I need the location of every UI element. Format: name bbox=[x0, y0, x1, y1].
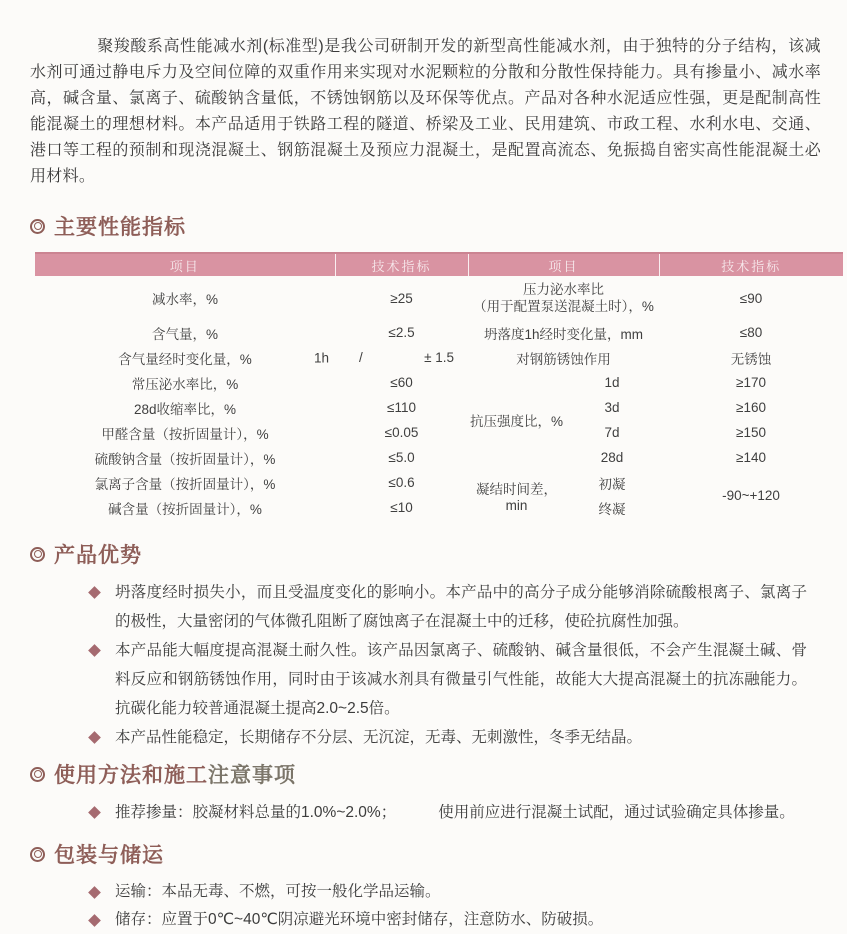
list-item bbox=[30, 578, 821, 636]
performance-title-text: 主要性能指标 bbox=[54, 216, 186, 239]
diamond-bullet-icon bbox=[88, 586, 101, 599]
diamond-bullet-icon bbox=[88, 644, 101, 657]
advantages-list bbox=[30, 578, 821, 752]
air-content-change-label: 含气量经时变化量，% bbox=[118, 351, 252, 367]
item-cell: 减水率，% bbox=[151, 292, 218, 307]
setting-time-label-cell: 凝结时间差，min bbox=[476, 481, 557, 513]
diamond-bullet-icon bbox=[88, 806, 101, 819]
list-item bbox=[30, 906, 821, 934]
value-cell: ≥170 bbox=[736, 375, 766, 390]
value-cell: ≤90 bbox=[739, 290, 763, 306]
value-cell: ≤0.05 bbox=[384, 425, 419, 440]
item-cell: 对钢筋锈蚀作用 bbox=[516, 351, 611, 367]
diamond-bullet-icon bbox=[88, 886, 101, 899]
header-item-left: 项目 bbox=[35, 253, 335, 276]
usage-title-main: 使用方法和施工 bbox=[54, 764, 208, 787]
list-item bbox=[30, 878, 821, 906]
strength-label-cell: 抗压强度比，% bbox=[469, 414, 563, 429]
bullseye-icon bbox=[30, 847, 45, 862]
air-content-change-age: 1h bbox=[313, 350, 329, 365]
spacer bbox=[396, 798, 438, 827]
item-cell bbox=[468, 276, 659, 320]
packing-list bbox=[30, 878, 821, 934]
storage-text: 储存：应置于0℃~40℃阴凉避光环境中密封储存，注意防水、防破损。 bbox=[115, 911, 604, 928]
table-row bbox=[35, 420, 843, 445]
value-cell: 无锈蚀 bbox=[730, 351, 772, 367]
value-cell: -90~+120 bbox=[722, 487, 780, 503]
item-cell bbox=[35, 345, 335, 370]
value-cell: ≤60 bbox=[390, 375, 413, 390]
value-cell: ≥150 bbox=[736, 425, 766, 440]
age-cell: 1d bbox=[604, 375, 620, 390]
setting-final-cell: 终凝 bbox=[598, 501, 626, 517]
section-title-packing bbox=[30, 839, 821, 869]
table-row bbox=[35, 395, 843, 420]
value-cell: ≤80 bbox=[739, 325, 763, 340]
transport-text: 运输：本品无毒、不燃，可按一般化学品运输。 bbox=[115, 883, 441, 900]
item-cell: 含气量，% bbox=[151, 326, 218, 342]
value-cell: ≤110 bbox=[387, 400, 416, 415]
bullseye-icon bbox=[30, 547, 45, 562]
value-cell: ≤2.5 bbox=[388, 325, 415, 340]
packing-title-text: 包装与储运 bbox=[54, 844, 164, 867]
item-cell: 28d收缩率比，% bbox=[133, 401, 237, 417]
value-cell: ≤5.0 bbox=[388, 450, 415, 465]
usage-trial-text: 使用前应进行混凝土试配，通过试验确定具体掺量。 bbox=[438, 804, 795, 821]
air-content-slash: / bbox=[359, 350, 363, 365]
table-row bbox=[35, 470, 843, 495]
setting-initial-cell: 初凝 bbox=[598, 476, 626, 492]
header-spec-left: 技术指标 bbox=[335, 253, 468, 276]
table-header bbox=[35, 253, 843, 276]
age-cell: 28d bbox=[600, 450, 624, 465]
bullseye-icon bbox=[30, 219, 45, 234]
value-cell: ≤10 bbox=[390, 500, 413, 515]
bullseye-icon bbox=[30, 767, 45, 782]
diamond-bullet-icon bbox=[88, 731, 101, 744]
header-item-right: 项目 bbox=[468, 253, 659, 276]
diamond-bullet-icon bbox=[88, 914, 101, 927]
air-content-value: ± 1.5 bbox=[424, 350, 454, 365]
value-cell: ≥160 bbox=[736, 400, 766, 415]
table-row bbox=[35, 370, 843, 395]
item-cell: 碱含量（按折固量计），% bbox=[108, 501, 262, 517]
age-cell: 7d bbox=[604, 425, 620, 440]
usage-dosage-text: 推荐掺量：胶凝材料总量的1.0%~2.0%； bbox=[115, 804, 397, 821]
age-cell: 3d bbox=[604, 400, 620, 415]
list-item bbox=[30, 798, 821, 827]
value-cell: ≤0.6 bbox=[388, 475, 415, 490]
item-cell: 氯离子含量（按折固量计），% bbox=[94, 476, 276, 492]
item-cell: 甲醛含量（按折固量计），% bbox=[101, 426, 269, 442]
section-title-advantages bbox=[30, 539, 821, 569]
table-row bbox=[35, 445, 843, 470]
value-cell bbox=[335, 345, 468, 370]
advantage-text: 本产品性能稳定，长期储存不分层、无沉淀，无毒、无刺激性，冬季无结晶。 bbox=[115, 729, 643, 746]
value-cell: ≥25 bbox=[390, 290, 413, 306]
usage-list bbox=[30, 798, 821, 827]
list-item bbox=[30, 636, 821, 723]
section-title-usage bbox=[30, 759, 821, 789]
item-cell: 硫酸钠含量（按折固量计），% bbox=[94, 451, 276, 467]
table-row bbox=[35, 320, 843, 345]
performance-table bbox=[35, 252, 843, 520]
item-cell: 坍落度1h经时变化量，mm bbox=[484, 326, 644, 342]
list-item bbox=[30, 723, 821, 752]
advantages-title-text: 产品优势 bbox=[54, 544, 142, 567]
table-row bbox=[35, 345, 843, 370]
pressure-bleeding-line1: 压力泌水率比 bbox=[523, 282, 604, 297]
usage-title-tail: 注意事项 bbox=[208, 764, 296, 787]
item-cell: 常压泌水率比，% bbox=[131, 376, 239, 392]
section-title-performance bbox=[30, 211, 821, 241]
pressure-bleeding-line2: （用于配置泵送混凝土时），% bbox=[473, 299, 654, 314]
header-spec-right: 技术指标 bbox=[659, 253, 843, 276]
intro-paragraph: 聚羧酸系高性能减水剂(标准型)是我公司研制开发的新型高性能减水剂，由于独特的分子结构，该减水剂可通过静电斥力及空间位障的双重作用来实现对水泥颗粒的分散和分散性保持能力。具有掺量小、减水率高，碱含量、氯离子、硫酸钠含量低，不锈蚀钢筋以及环保等优点。产品对各种水泥适应性强，更是配制高性能混凝土的理想材料。本产品适用于铁路工程的隧道、桥梁及工业、民用建筑、市政工程、水利水电、交通、港口等工程的预制和现浇混凝土、钢筋混凝土及预应力混凝土，是配置高流态、免振捣自密实高性能混凝土必用材料。 bbox=[30, 38, 821, 185]
advantage-text: 本产品能大幅度提高混凝土耐久性。该产品因氯离子、硫酸钠、碱含量很低，不会产生混凝土碱、骨料反应和钢筋锈蚀作用，同时由于该减水剂具有微量引气性能，故能大大提高混凝土的抗冻融能力。抗碳化能力较普通混凝土提高2.0~2.5倍。 bbox=[115, 642, 807, 717]
value-cell: ≥140 bbox=[736, 450, 766, 465]
advantage-text: 坍落度经时损失小，而且受温度变化的影响小。本产品中的高分子成分能够消除硫酸根离子、氯离子的极性，大量密闭的气体微孔阻断了腐蚀离子在混凝土中的迁移，使砼抗腐性加强。 bbox=[115, 584, 807, 630]
table-row bbox=[35, 276, 843, 320]
